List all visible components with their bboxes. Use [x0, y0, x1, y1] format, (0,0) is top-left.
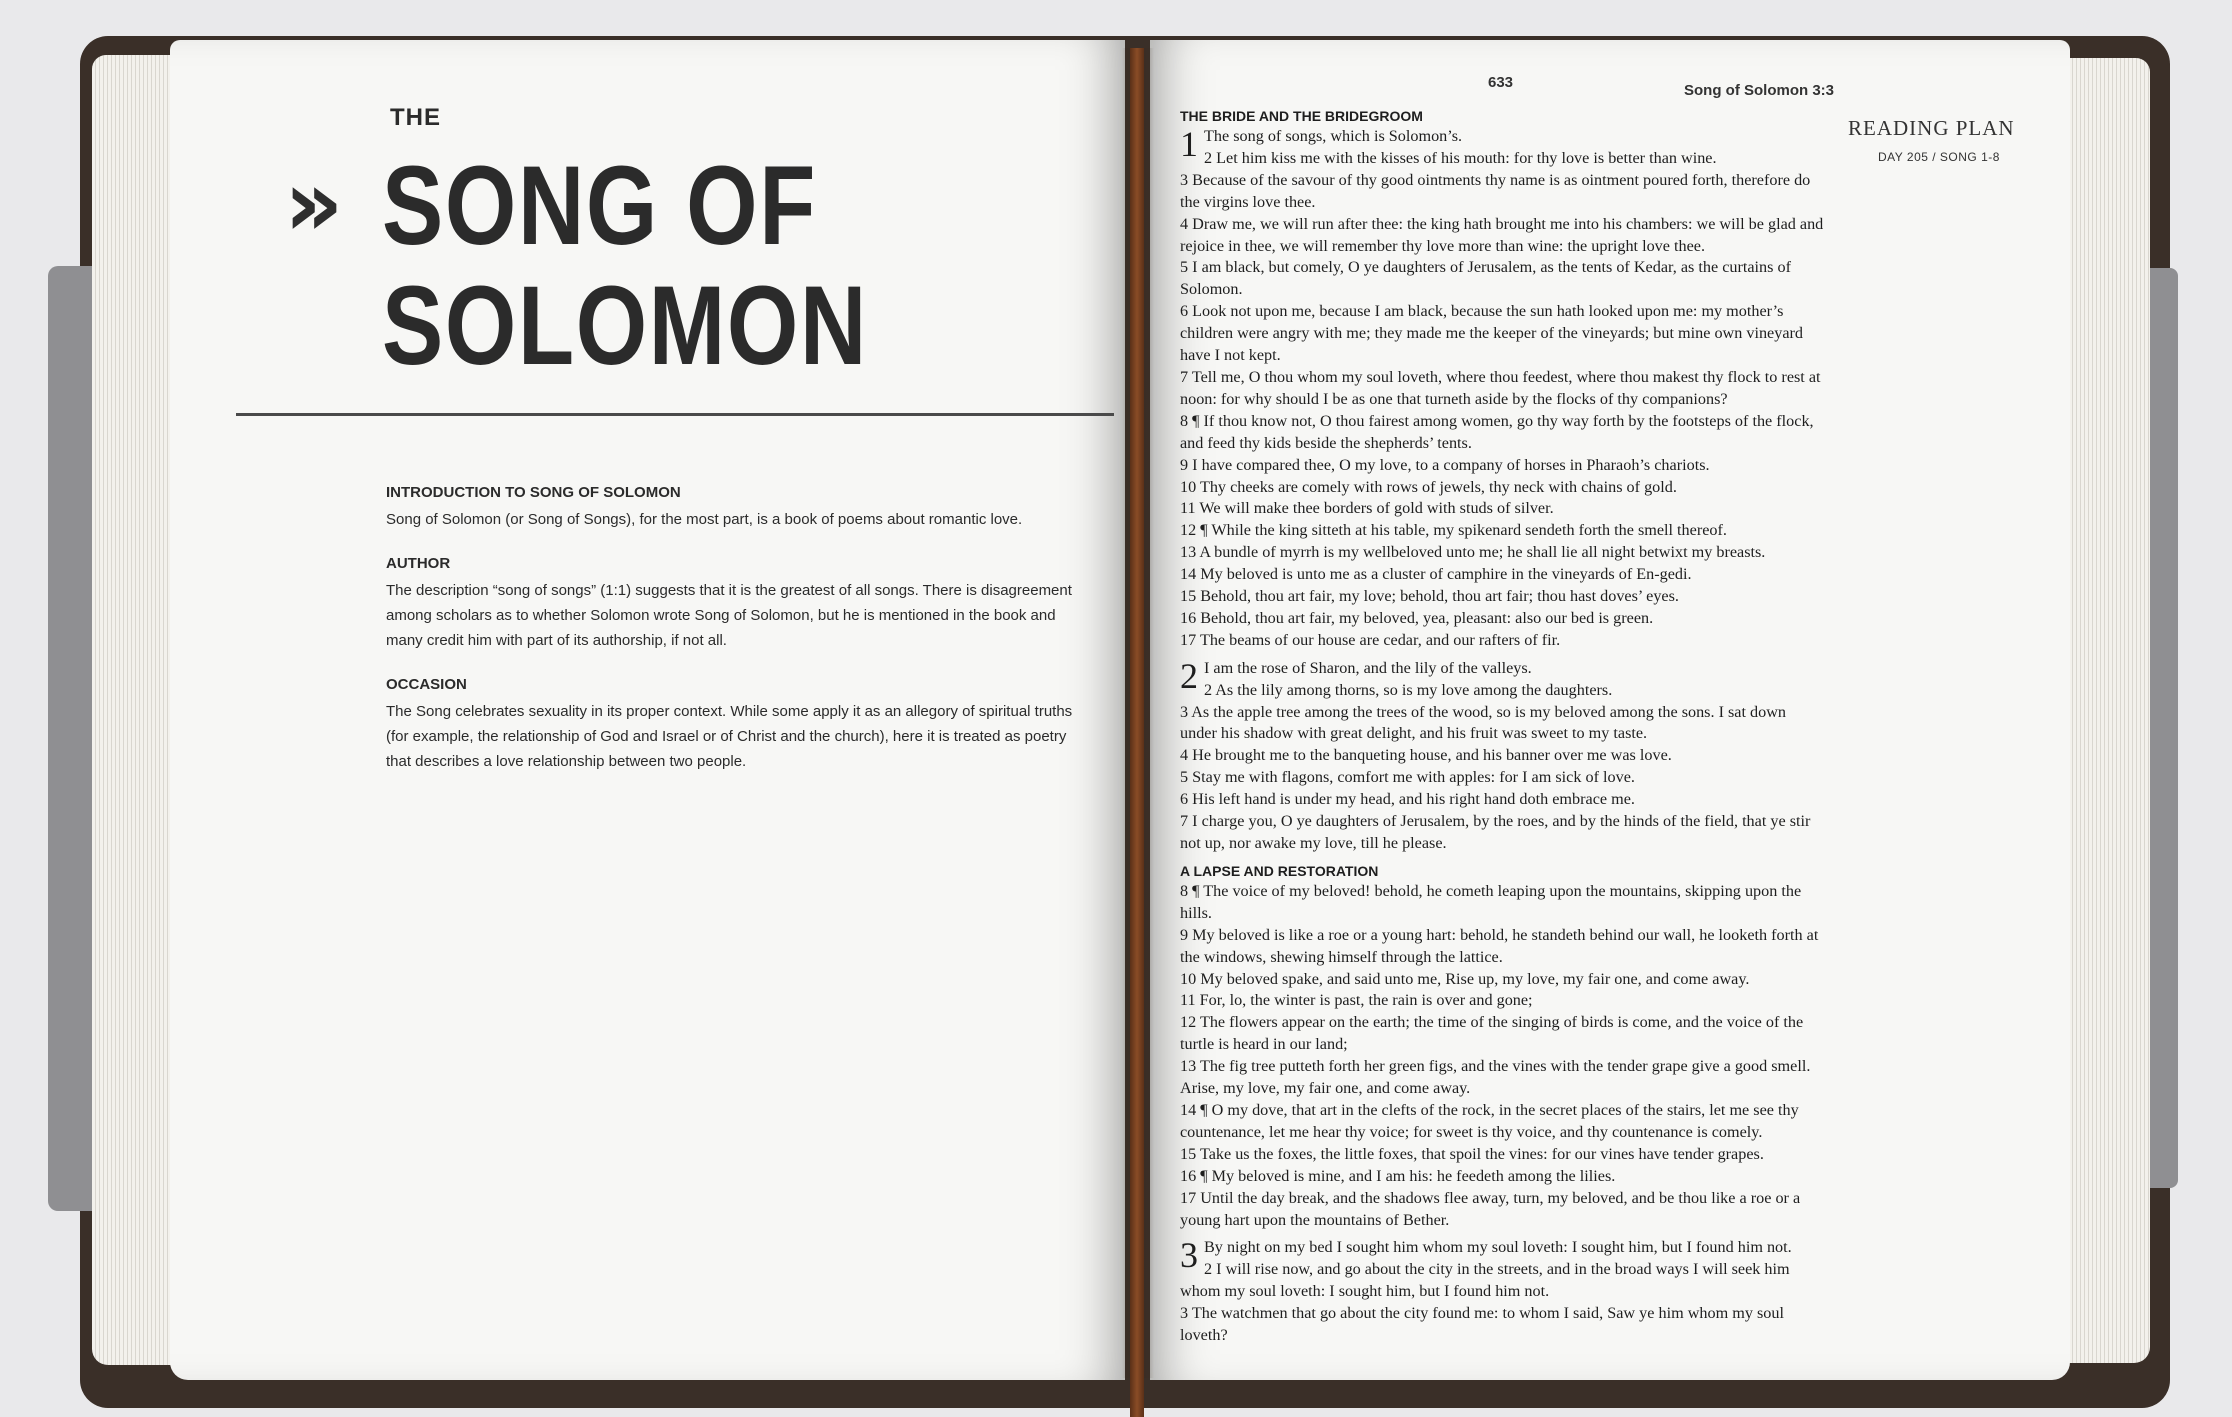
verse: 15 Take us the foxes, the little foxes, that spoil the vines: for our vines have tender grapes. — [1180, 1144, 1764, 1163]
scripture-column — [1180, 100, 1824, 1347]
verse: 3 The watchmen that go about the city found me: to whom I said, Saw ye him whom my soul loveth? — [1180, 1304, 1784, 1345]
chapter-number: 2 — [1180, 655, 1198, 696]
verse: 8 ¶ The voice of my beloved! behold, he cometh leaping upon the mountains, skipping upon the hills. — [1180, 881, 1802, 922]
book-title-line1: SONG OF — [382, 143, 817, 268]
intro-section — [386, 484, 1076, 532]
verse: 7 Tell me, O thou whom my soul loveth, where thou feedest, where thou makest thy flock to rest at noon: for why should I be as one that turneth aside by the flocks of thy companions? — [1180, 367, 1821, 408]
book-title-line2: SOLOMON — [382, 263, 868, 388]
verse: 11 For, lo, the winter is past, the rain is over and gone; — [1180, 991, 1533, 1010]
author-heading: AUTHOR — [386, 555, 451, 572]
verse: 6 His left hand is under my head, and his right hand doth embrace me. — [1180, 790, 1635, 809]
verse: 16 Behold, thou art fair, my beloved, yea, pleasant: also our bed is green. — [1180, 608, 1654, 627]
verse: 10 Thy cheeks are comely with rows of jewels, thy neck with chains of gold. — [1180, 477, 1677, 496]
occasion-heading: OCCASION — [386, 676, 467, 693]
running-head: Song of Solomon 3:3 — [1684, 82, 1834, 99]
verse: 5 Stay me with flagons, comfort me with apples: for I am sick of love. — [1180, 768, 1635, 787]
page-number: 633 — [1488, 74, 1514, 91]
right-page-tab — [2150, 268, 2178, 1188]
verse: The song of songs, which is Solomon’s. — [1204, 127, 1463, 145]
verse: 13 A bundle of myrrh is my wellbeloved unto me; he shall lie all night betwixt my breasts. — [1180, 543, 1766, 562]
verse: 14 ¶ O my dove, that art in the clefts of the rock, in the secret places of the stairs, let me see thy countenance, let me hear thy voice; for sweet is thy voice, and thy countenance is comely. — [1180, 1100, 1799, 1141]
verse: 9 My beloved is like a roe or a young hart: behold, he standeth behind our wall, he looketh forth at the windows, shewing himself through the lattice. — [1180, 925, 1819, 966]
right-page-edges — [2068, 58, 2150, 1363]
chapter-number: 3 — [1180, 1235, 1198, 1276]
verse: 2 As the lily among thorns, so is my love among the daughters. — [1204, 680, 1613, 699]
occasion-section — [386, 676, 1076, 774]
occasion-body: The Song celebrates sexuality in its proper context. While some apply it as an allegory of spiritual truths (for example, the relationship of God and Israel or of Christ and the church), here it is treated as poetry that describes a love relationship between two people. — [386, 703, 1073, 770]
verse: 13 The fig tree putteth forth her green figs, and the vines with the tender grape give a good smell. Arise, my love, my fair one, and come away. — [1180, 1057, 1811, 1098]
chapter-2-verses-cont — [1180, 881, 1824, 1232]
verse: I am the rose of Sharon, and the lily of the valleys. — [1204, 658, 1532, 677]
verse: 9 I have compared thee, O my love, to a company of horses in Pharaoh’s chariots. — [1180, 455, 1710, 474]
verse: 6 Look not upon me, because I am black, because the sun hath looked upon me: my mother’s children were angry with me; they made me the keeper of the vineyards; but mine own vineyard have I not kept. — [1180, 302, 1804, 365]
verse: 17 Until the day break, and the shadows flee away, turn, my beloved, and be thou like a roe or a young hart upon the mountains of Bether. — [1180, 1188, 1801, 1229]
author-section — [386, 555, 1076, 653]
chapter-1-verses — [1180, 126, 1824, 652]
ribbon-bookmark — [1130, 48, 1144, 1417]
verse: 5 I am black, but comely, O ye daughters of Jerusalem, as the tents of Kedar, as the curtains of Solomon. — [1180, 258, 1791, 299]
verse: 11 We will make thee borders of gold with studs of silver. — [1180, 499, 1554, 518]
verse: 2 Let him kiss me with the kisses of his mouth: for thy love is better than wine. — [1204, 148, 1717, 167]
verse: 15 Behold, thou art fair, my love; behold, thou art fair; thou hast doves’ eyes. — [1180, 587, 1679, 606]
chapter-2-verses — [1180, 655, 1824, 855]
author-body: The description “song of songs” (1:1) suggests that it is the greatest of all songs. There is disagreement among scholars as to whether Solomon wrote Song of Solomon, but he is mentioned in the book and many credit him with part of its authorship, if not all. — [386, 582, 1072, 649]
verse: By night on my bed I sought him whom my soul loveth: I sought him, but I found him not. — [1204, 1238, 1792, 1257]
left-page-tab — [48, 266, 98, 1211]
verse: 4 He brought me to the banqueting house, and his banner over me was love. — [1180, 746, 1672, 765]
verse: 12 The flowers appear on the earth; the time of the singing of birds is come, and the voice of the turtle is heard in our land; — [1180, 1013, 1804, 1054]
verse: 14 My beloved is unto me as a cluster of camphire in the vineyards of En-gedi. — [1180, 565, 1692, 584]
chapter-3-verses — [1180, 1237, 1824, 1347]
verse: 17 The beams of our house are cedar, and our rafters of fir. — [1180, 630, 1561, 649]
title-divider — [236, 413, 1114, 416]
verse: 12 ¶ While the king sitteth at his table, my spikenard sendeth forth the smell thereof. — [1180, 521, 1727, 540]
section-heading: A LAPSE AND RESTORATION — [1180, 862, 1379, 879]
verse: 8 ¶ If thou know not, O thou fairest among women, go thy way forth by the footsteps of the flock, and feed thy kids beside the shepherds’ tents. — [1180, 411, 1814, 452]
intro-heading: INTRODUCTION TO SONG OF SOLOMON — [386, 484, 681, 501]
chapter-number: 1 — [1180, 124, 1198, 164]
section-heading: THE BRIDE AND THE BRIDEGROOM — [1180, 108, 1423, 124]
reading-plan-day: DAY 205 / SONG 1-8 — [1878, 150, 2000, 164]
intro-body: Song of Solomon (or Song of Songs), for the most part, is a book of poems about romantic love. — [386, 511, 1023, 528]
title-prefix: THE — [390, 104, 441, 131]
verse: 7 I charge you, O ye daughters of Jerusalem, by the roes, and by the hinds of the field, that ye stir not up, nor awake my love, till he please. — [1180, 812, 1811, 852]
left-page-edges — [92, 55, 172, 1365]
verse: 3 As the apple tree among the trees of the wood, so is my beloved among the sons. I sat down under his shadow with great delight, and his fruit was sweet to my taste. — [1180, 702, 1787, 743]
chevron-icon: » — [284, 150, 318, 257]
verse: 4 Draw me, we will run after thee: the king hath brought me into his chambers: we will be glad and rejoice in thee, we will remember thy love more than wine: the upright love thee. — [1180, 214, 1824, 255]
verse: 16 ¶ My beloved is mine, and I am his: he feedeth among the lilies. — [1180, 1166, 1616, 1185]
reading-plan-title: READING PLAN — [1848, 116, 2015, 140]
verse: 10 My beloved spake, and said unto me, Rise up, my love, my fair one, and come away. — [1180, 969, 1750, 988]
verse: 2 I will rise now, and go about the city in the streets, and in the broad ways I will seek him whom my soul loveth: I sought him, but I found him not. — [1180, 1260, 1790, 1301]
verse: 3 Because of the savour of thy good ointments thy name is as ointment poured forth, therefore do the virgins love thee. — [1180, 170, 1811, 211]
